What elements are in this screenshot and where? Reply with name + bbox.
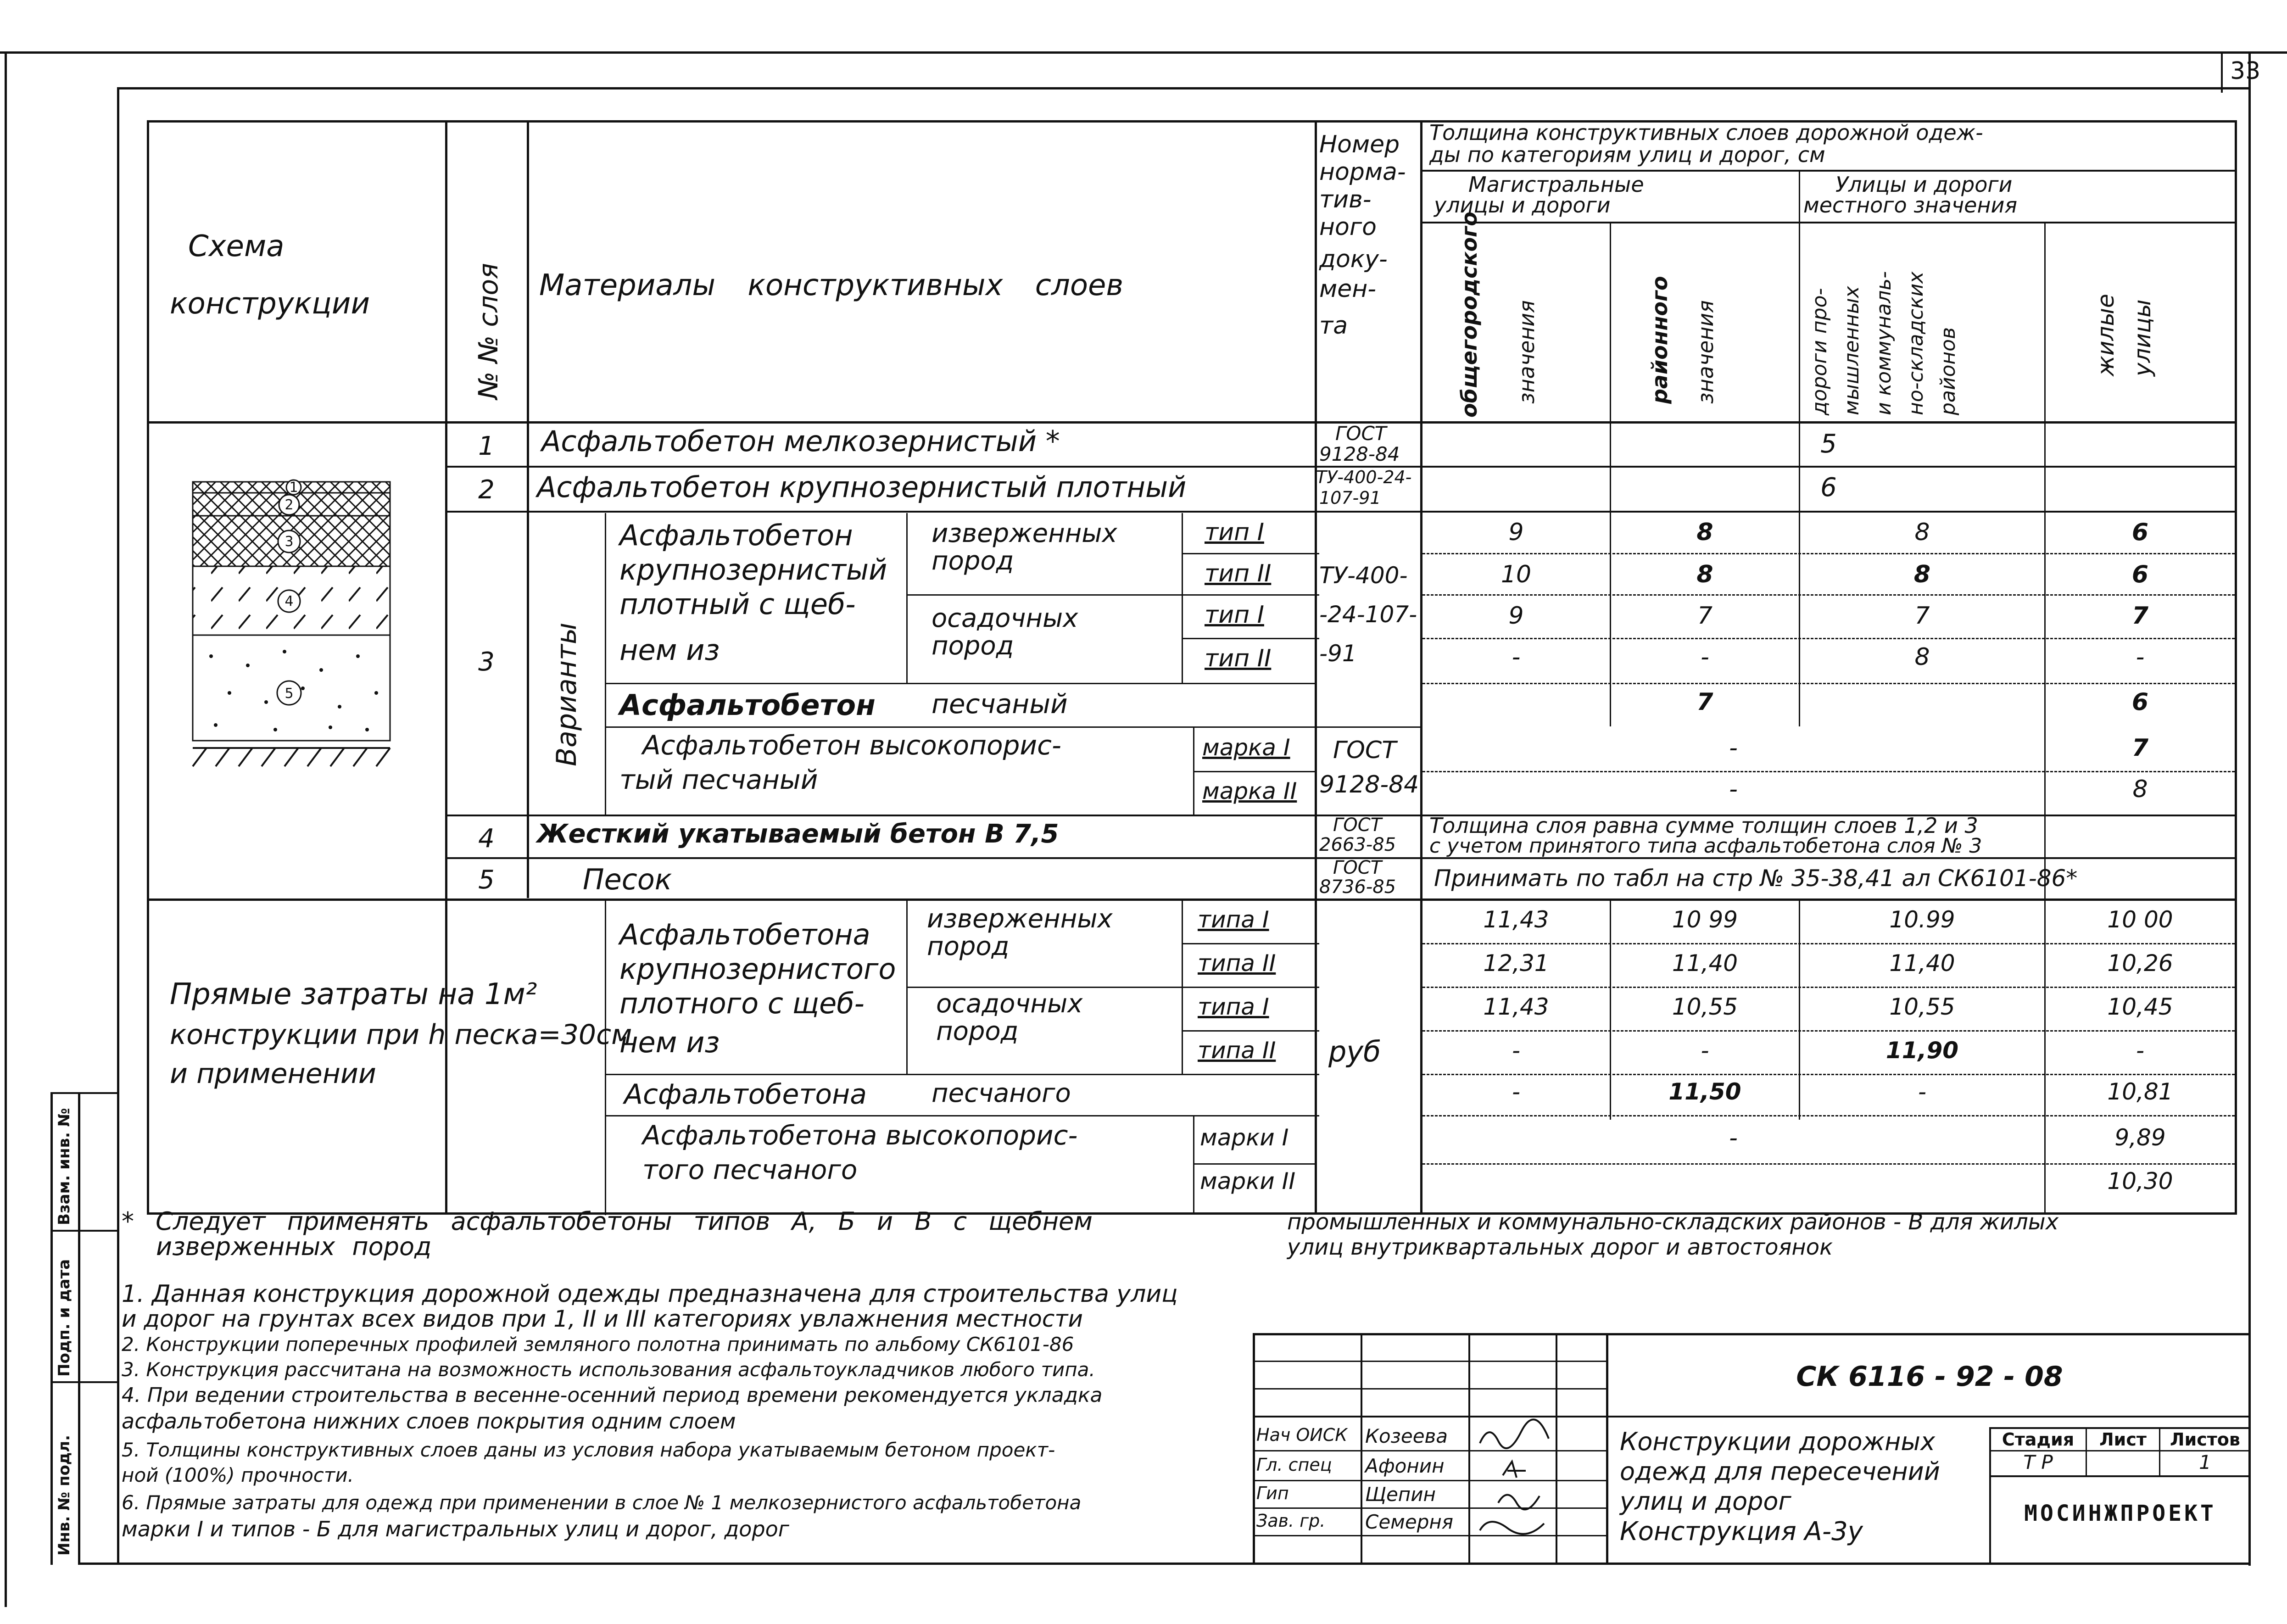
cost-igneous-1: изверженных [927, 904, 1113, 934]
row3-v-3-2: 7 [1697, 602, 1713, 630]
footnote-right-2: улиц внутриквартальных дорог и автостоянок [1287, 1234, 1833, 1260]
hdr-group-split [1799, 171, 1800, 223]
cost-v-1-3: 10.99 [1889, 906, 1955, 933]
row3-v-1-1: 9 [1508, 519, 1524, 546]
hdr-doc-2: тив- [1319, 186, 1372, 213]
cost-dash-2 [1422, 987, 2235, 988]
cost-v-1-4: 10 00 [2107, 906, 2173, 933]
hdr-thickness-2: ды по категориям улиц и дорог, см [1429, 142, 1825, 167]
side-stamp-inv: Инв. № подл. [55, 1434, 73, 1556]
note-2: 2. Конструкции поперечных профилей земляного полотна принимать по альбому СК6101-86 [122, 1333, 1074, 1356]
hdr-doc-0: Номер [1319, 131, 1400, 158]
cost-porous-mid: - [1729, 1124, 1738, 1152]
stamp-role-3: Гип [1256, 1483, 1289, 1503]
col-subgroup-left [605, 899, 606, 1215]
cost-sand-v2: 11,50 [1668, 1078, 1741, 1105]
hdr-group-local-1: Улицы и дороги [1835, 172, 2013, 197]
hdr-scheme-2: конструкции [170, 287, 370, 321]
row3-doc-3: -91 [1319, 640, 1357, 667]
cost-v-1-2: 10 99 [1672, 906, 1738, 933]
col-variant-right [605, 513, 606, 816]
hdr-col4-a: жилые [2092, 294, 2119, 376]
row3-sand-1: Асфальтобетон [619, 688, 876, 722]
stamp-col-2 [1468, 1333, 1470, 1565]
row3-ga-2: крупнозернистый [619, 553, 887, 586]
stamp-col-3 [1556, 1333, 1557, 1565]
row3-v-4-1: - [1512, 643, 1521, 671]
cost-pv-1: 9,89 [2114, 1124, 2166, 1151]
cost-ptype-1: марки I [1200, 1124, 1289, 1151]
cost-porous-mid [1193, 1163, 1317, 1165]
row3-v-1-4: 6 [2131, 519, 2149, 546]
row3-a3 [1182, 638, 1319, 639]
side-stamp-sep1 [50, 1092, 119, 1094]
stamp-sheets-h: Листов [2170, 1429, 2240, 1450]
row2-bottom [445, 511, 2237, 513]
row3-v-2-3: 8 [1913, 561, 1931, 588]
row5-doc-1: ГОСТ [1333, 857, 1382, 878]
row3-v-3-3: 7 [1914, 602, 1930, 630]
top-border [0, 51, 2287, 54]
cost-sedim-2: пород [936, 1016, 1019, 1046]
hdr-col3-e: районов [1936, 327, 1960, 415]
page-number: 33 [2230, 57, 2261, 85]
hdr-col3-a: дороги про- [1808, 288, 1831, 415]
col3-right [2044, 223, 2046, 1215]
row3-igneous-1: изверженных [932, 519, 1117, 548]
cost-ptype-2: марки II [1200, 1168, 1296, 1194]
cost-sand-2: песчаного [932, 1078, 1071, 1108]
cost-type-1: типа I [1198, 906, 1269, 933]
row3-v-3-4: 7 [2131, 602, 2149, 630]
row3-pv-1-4: 7 [2131, 734, 2149, 762]
note-6a: 6. Прямые затраты для одежд при применении в слое № 1 мелкозернистого асфальтобетона [122, 1491, 1082, 1514]
cost-sedim-1: осадочных [936, 989, 1083, 1019]
cost-v-3-3: 10,55 [1889, 993, 1955, 1020]
cost-v-3-1: 11,43 [1483, 993, 1549, 1020]
svg-text:3: 3 [284, 534, 294, 550]
row3-pdoc-1: ГОСТ [1333, 737, 1396, 764]
stamp-col-1 [1361, 1333, 1362, 1565]
row3-pdoc-2: 9128-84 [1319, 771, 1419, 798]
row3-pv-2-4: 8 [2132, 776, 2148, 803]
page-box-left [2221, 51, 2223, 93]
row3-variants: Варианты [551, 622, 583, 766]
row3-v-1-3: 8 [1914, 519, 1930, 546]
row3-ga-1: Асфальтобетон [619, 519, 853, 552]
row3-type-4: тип II [1205, 645, 1272, 672]
cost-porous-1: Асфальтобетона высокопорис- [642, 1120, 1078, 1151]
row5-value: Принимать по табл на стр № 35-38,41 ал СК6101-86* [1434, 865, 2078, 892]
cost-sand-v4: 10,81 [2107, 1078, 2173, 1105]
row3-v-4-4: - [2136, 643, 2145, 671]
side-stamp-left [50, 1092, 53, 1565]
row2-value: 6 [1820, 473, 1837, 502]
cost-v-1-1: 11,43 [1483, 906, 1549, 933]
row5-material: Песок [583, 863, 672, 896]
hdr-col1-b: значения [1514, 300, 1539, 404]
cost-v-4-1: - [1512, 1037, 1521, 1064]
hdr-doc-3: ного [1319, 213, 1377, 241]
note-4b: асфальтобетона нижних слоев покрытия одним слоем [122, 1409, 736, 1434]
cost-porous-2: того песчаного [642, 1154, 858, 1185]
hdr-materials: Материалы конструктивных слоев [539, 268, 1124, 302]
cost-ga-3: плотного с щеб- [619, 987, 865, 1020]
cost-v-3-4: 10,45 [2107, 993, 2173, 1020]
svg-text:4: 4 [284, 593, 294, 609]
stamp-row-1 [1253, 1361, 1608, 1362]
frame-bottom [78, 1563, 2251, 1565]
row3-ga-4: нем из [619, 633, 720, 667]
row3-sand-2: песчаный [932, 688, 1068, 720]
cost-dash-6 [1422, 1163, 2235, 1165]
footnote-left-2: изверженных пород [156, 1232, 432, 1261]
table-left [147, 120, 149, 1215]
hdr-line-1 [1420, 170, 2237, 172]
hdr-col3-b: мышленных [1840, 286, 1863, 415]
stamp-role-4: Зав. гр. [1256, 1511, 1326, 1531]
cost-sand-top [605, 1074, 1319, 1075]
hdr-group-main-1: Магистральные [1468, 172, 1644, 197]
cost-ga-1: Асфальтобетона [619, 918, 870, 951]
stamp-right-h1 [1989, 1427, 2251, 1429]
row3-type-1: тип I [1205, 519, 1264, 546]
cost-type-2: типа II [1198, 950, 1276, 977]
stamp-left [1253, 1333, 1255, 1565]
svg-text:2: 2 [284, 497, 294, 513]
stamp-role-2: Гл. спец [1256, 1455, 1332, 1475]
row3-sand-v2: 7 [1696, 688, 1713, 716]
stamp-name-3: Щепин [1365, 1483, 1436, 1506]
row3-dash-4 [1422, 683, 2235, 684]
cost-v-3-2: 10,55 [1672, 993, 1738, 1020]
note-1a: 1. Данная конструкция дорожной одежды предназначена для строительства улиц [122, 1280, 1178, 1308]
row4-material: Жесткий укатываемый бетон В 7,5 [537, 819, 1059, 849]
frame-right [2248, 51, 2251, 1566]
hdr-col3-c: и коммуналь- [1872, 271, 1896, 415]
cost-dash-1 [1422, 943, 2235, 944]
hdr-bottom [147, 421, 2237, 424]
signatures [1471, 1418, 1556, 1565]
row3-sand-v4: 6 [2131, 688, 2149, 716]
hdr-doc-1: норма- [1319, 158, 1406, 186]
frame-left-outer [5, 51, 7, 1607]
cost-label-2: конструкции при h песка=30см [170, 1019, 632, 1051]
row3-dash-1 [1422, 553, 2235, 554]
svg-text:1: 1 [289, 480, 298, 496]
side-stamp-sep3 [50, 1381, 119, 1383]
row3-v-1-2: 8 [1696, 519, 1713, 546]
cost-sand-bottom [605, 1115, 1319, 1116]
note-6b: марки I и типов - Б для магистральных улиц и дорог, дорог [122, 1517, 789, 1541]
note-5a: 5. Толщины конструктивных слоев даны из условия набора укатываемым бетоном проект- [122, 1439, 1055, 1461]
side-stamp-sign: Подп. и дата [55, 1259, 73, 1377]
stamp-right-h3 [1989, 1475, 2251, 1477]
note-3: 3. Конструкция рассчитана на возможность использования асфальтоукладчиков любого типа. [122, 1358, 1095, 1381]
note-4a: 4. При ведении строительства в весенне-осенний период времени рекомендуется укладка [122, 1384, 1103, 1407]
construction-scheme-diagram [184, 473, 404, 794]
row3-type-2: тип II [1205, 560, 1272, 587]
row1-value: 5 [1820, 429, 1837, 459]
col-materials-right [1315, 120, 1317, 1215]
row3-sedim-2: пород [932, 631, 1014, 661]
stamp-title-2: одежд для пересечений [1620, 1457, 1940, 1486]
cost-sand-1: Асфальтобетона [624, 1078, 867, 1111]
side-stamp-replace: Взам. инв. № [55, 1108, 73, 1225]
row4-no: 4 [478, 824, 495, 854]
col-rock-right [906, 513, 908, 684]
stamp-top [1253, 1333, 2251, 1335]
stamp-org: МОСИНЖПРОЕКТ [2024, 1501, 2216, 1526]
row3-porous-1: Асфальтобетон высокопорис- [642, 730, 1061, 761]
hdr-doc-4: доку- [1319, 246, 1388, 273]
row3-dash-5 [1422, 771, 2235, 772]
stamp-row-3 [1253, 1416, 2251, 1418]
frame-top [117, 87, 2251, 89]
cost-pv-2: 10,30 [2107, 1168, 2173, 1194]
frame-left [117, 87, 119, 1565]
row2-doc-2: 107-91 [1319, 488, 1381, 508]
row3-igneous-2: пород [932, 546, 1014, 576]
stamp-title-4: Конструкция А-3у [1620, 1517, 1863, 1546]
row1-material: Асфальтобетон мелкозернистый * [541, 424, 1060, 458]
row3-v-4-2: - [1701, 643, 1709, 671]
row2-doc-1: ТУ-400-24- [1316, 467, 1412, 487]
cost-v-2-2: 11,40 [1672, 950, 1738, 977]
row3-v-4-3: 8 [1914, 643, 1930, 671]
cost-dash-3 [1422, 1030, 2235, 1032]
hdr-line-2 [1420, 222, 2237, 223]
svg-text:5: 5 [284, 686, 294, 702]
col-no-right [527, 120, 529, 898]
hdr-col4-b: улицы [2129, 299, 2156, 376]
cost-v-4-3: 11,90 [1885, 1037, 1959, 1064]
row1-doc-1: ГОСТ [1335, 422, 1387, 445]
row5-doc-2: 8736-85 [1319, 876, 1396, 898]
row3-v-3-1: 9 [1508, 602, 1524, 630]
note-1b: и дорог на грунтах всех видов при 1, II и III категориях увлажнения местности [122, 1306, 1083, 1332]
row4-value-2: с учетом принятого типа асфальтобетона слоя № 3 [1429, 834, 1982, 858]
cost-sand-v1: - [1512, 1078, 1521, 1105]
cost-a3 [1182, 1030, 1319, 1032]
col-type-right [1182, 513, 1183, 684]
stamp-title-3: улиц и дорог [1620, 1487, 1791, 1516]
cost-label-1: Прямые затраты на 1м² [170, 977, 537, 1011]
row5-no: 5 [478, 865, 495, 895]
hdr-scheme-1: Схема [188, 229, 284, 263]
hdr-group-main-2: улицы и дороги [1434, 193, 1611, 218]
stamp-stage-h: Стадия [2002, 1429, 2075, 1450]
cost-label-3: и применении [170, 1058, 376, 1090]
hdr-col3-d: но-складских [1904, 271, 1928, 415]
cost-ga-2: крупнозернистого [619, 952, 896, 986]
row3-sand-bottom [605, 726, 1422, 728]
row2-no: 2 [478, 475, 495, 505]
row3-dash-2 [1422, 594, 2235, 596]
stamp-code: СК 6116 - 92 - 08 [1796, 1361, 2063, 1393]
cost-sand-v3: - [1918, 1078, 1927, 1105]
cost-v-4-2: - [1701, 1037, 1709, 1064]
cost-a1 [1182, 943, 1319, 944]
cost-v-4-4: - [2136, 1037, 2145, 1064]
hdr-doc-6: та [1319, 312, 1348, 340]
stamp-row-2 [1253, 1388, 1608, 1390]
row3-dash-3 [1422, 638, 2235, 639]
row4-value-1: Толщина слоя равна сумме толщин слоев 1,2 и 3 [1429, 813, 1978, 838]
row3-v-2-4: 6 [2131, 561, 2149, 588]
hdr-layer-no: № № слоя [473, 263, 504, 399]
row3-doc-2: -24-107- [1319, 601, 1417, 628]
cost-v-2-3: 11,40 [1889, 950, 1955, 977]
cost-dash-5 [1422, 1115, 2235, 1116]
cost-v-2-1: 12,31 [1483, 950, 1549, 977]
row3-sand-top [605, 683, 1317, 684]
row3-pv-2-mid: - [1729, 776, 1738, 803]
row3-a2 [906, 594, 1319, 596]
row3-porous-mid [1193, 771, 1317, 772]
hdr-group-local-2: местного значения [1803, 193, 2018, 218]
footnote-left-1: * Следует применять асфальтобетоны типов А, Б и В с щебнем [122, 1207, 1093, 1236]
side-stamp-sep2 [50, 1230, 119, 1232]
row3-v-2-2: 8 [1696, 561, 1713, 588]
cost-ga-4: нем из [619, 1026, 720, 1059]
row3-sedim-1: осадочных [932, 603, 1078, 633]
hdr-col2-b: значения [1693, 300, 1718, 404]
cost-dash-4 [1422, 1074, 2235, 1075]
row3-ptype-2: марка II [1202, 778, 1297, 804]
stamp-title-1: Конструкции дорожных [1620, 1427, 1936, 1456]
cost-type-3: типа I [1198, 993, 1269, 1020]
table-right [2235, 120, 2237, 1215]
cost-type-4: типа II [1198, 1037, 1276, 1064]
stamp-role-1: Нач ОИСК [1256, 1425, 1348, 1445]
side-stamp-line [78, 1092, 80, 1565]
note-5b: ной (100%) прочности. [122, 1464, 354, 1486]
hdr-col1-a: общегородского [1457, 212, 1482, 418]
footnote-right-1: промышленных и коммунально-складских районов - В для жилых [1287, 1209, 2059, 1235]
cost-igneous-2: пород [927, 932, 1010, 961]
row4-doc-1: ГОСТ [1333, 815, 1382, 836]
row5-bottom [147, 899, 2237, 901]
hdr-col2-a: районного [1647, 276, 1672, 404]
row1-doc-2: 9128-84 [1319, 443, 1400, 465]
cost-a2 [906, 987, 1319, 988]
hdr-doc-5: мен- [1319, 275, 1376, 303]
row3-doc-1: ТУ-400- [1319, 562, 1408, 589]
row2-material: Асфальтобетон крупнозернистый плотный [537, 470, 1187, 504]
stamp-name-2: Афонин [1365, 1455, 1445, 1477]
hdr-thickness-1: Толщина конструктивных слоев дорожной одеж- [1429, 120, 1983, 145]
stamp-sheet-h: Лист [2099, 1429, 2147, 1450]
row4-doc-2: 2663-85 [1319, 834, 1396, 855]
row3-a1 [1182, 553, 1319, 554]
stamp-stage: Т Р [2023, 1451, 2053, 1473]
stamp-name-4: Семерня [1365, 1511, 1454, 1533]
row3-v-2-1: 10 [1500, 561, 1532, 588]
stamp-sheets: 1 [2199, 1451, 2211, 1473]
row3-pv-1-mid: - [1729, 734, 1738, 762]
row3-no: 3 [478, 647, 495, 677]
stamp-name-1: Козеева [1365, 1425, 1448, 1447]
cost-unit: руб [1328, 1035, 1381, 1068]
row3-porous-2: тый песчаный [619, 764, 818, 795]
row1-no: 1 [478, 431, 495, 461]
row3-type-3: тип I [1205, 601, 1264, 629]
row3-ptype-1: марка I [1202, 734, 1290, 761]
row3-ga-3: плотный с щеб- [619, 587, 856, 621]
cost-v-2-4: 10,26 [2107, 950, 2173, 977]
